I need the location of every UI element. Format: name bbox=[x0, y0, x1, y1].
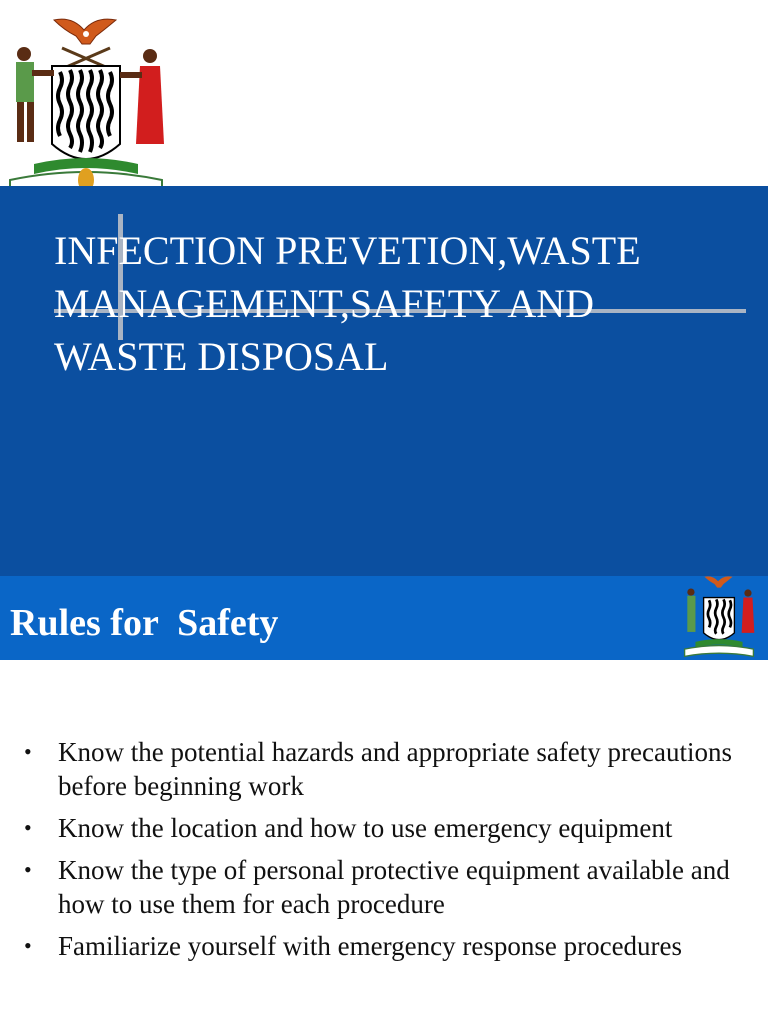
coat-of-arms-small-emblem bbox=[680, 574, 758, 660]
eagle-icon bbox=[54, 19, 116, 44]
slide-title bbox=[54, 224, 744, 383]
bullet-icon: • bbox=[24, 739, 32, 764]
list-item bbox=[0, 735, 768, 803]
list-item-text: Know the location and how to use emergency equipment bbox=[58, 813, 673, 843]
slide-title-line-1: INFECTION PREVETION,WASTE bbox=[54, 228, 641, 273]
list-item bbox=[0, 811, 768, 845]
list-item-text: Know the type of personal protective equipment available and how to use them for each procedure bbox=[58, 855, 730, 919]
bullet-icon: • bbox=[24, 857, 32, 882]
coat-of-arms-emblem bbox=[4, 14, 168, 204]
list-item bbox=[0, 853, 768, 921]
slide-title-line-3: WASTE DISPOSAL bbox=[54, 334, 389, 379]
safety-rules-list bbox=[0, 735, 768, 971]
list-item-text: Know the potential hazards and appropriate safety precautions before beginning work bbox=[58, 737, 732, 801]
supporter-woman-icon bbox=[120, 49, 164, 144]
slide-title-line-2: MANAGEMENT,SAFETY AND bbox=[54, 281, 594, 326]
supporter-man-icon bbox=[16, 47, 54, 142]
bullet-icon: • bbox=[24, 815, 32, 840]
list-item bbox=[0, 929, 768, 963]
section-heading: Rules for Safety bbox=[10, 602, 279, 644]
bullet-icon: • bbox=[24, 933, 32, 958]
list-item-text: Familiarize yourself with emergency response procedures bbox=[58, 931, 683, 961]
